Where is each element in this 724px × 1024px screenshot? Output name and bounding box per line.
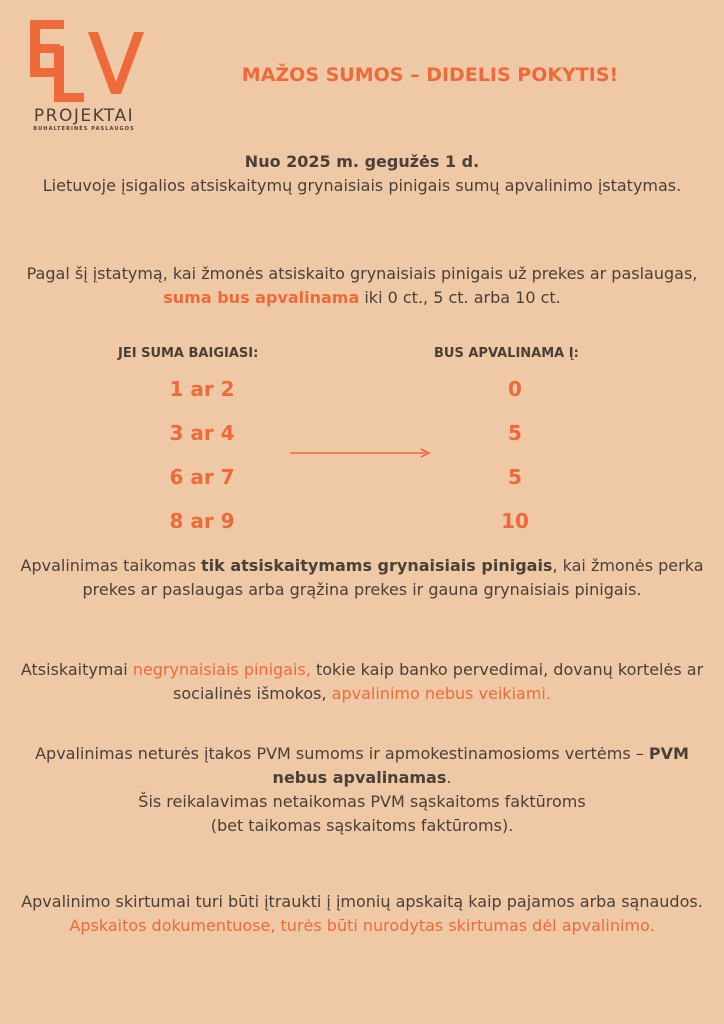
rounding-to-cell: 0 [508, 377, 522, 401]
vat-line-1 [20, 742, 704, 790]
noncash-paragraph [20, 658, 704, 706]
vat-text-after: . [446, 768, 452, 787]
scope-bold: tik atsiskaitymams grynaisiais pinigais [201, 556, 553, 575]
company-logo [24, 16, 144, 132]
rounding-to-cell: 5 [508, 421, 522, 445]
intro-paragraph [20, 150, 704, 198]
law-highlight: suma bus apvalinama [163, 288, 360, 307]
rounding-from-cell: 1 ar 2 [169, 377, 235, 401]
noncash-highlight-1: negrynaisiais pinigais, [132, 660, 311, 679]
scope-text-after: , kai žmonės perka prekes ar paslaugas arba grąžina prekes ir gauna grynaisiais pinigais. [82, 556, 704, 599]
rounding-from-cell: 8 ar 9 [169, 509, 235, 533]
vat-paragraph [20, 742, 704, 838]
page-title: MAŽOS SUMOS – DIDELIS POKYTIS! [241, 64, 619, 86]
noncash-text-before: Atsiskaitymai [20, 660, 128, 679]
vat-text-before: Apvalinimas neturės įtakos PVM sumoms ir apmokestinamosioms vertėms – [35, 744, 644, 763]
rounding-to-cell: 5 [508, 465, 522, 489]
intro-date: Nuo 2025 m. gegužės 1 d. [244, 152, 480, 171]
noncash-text-middle: tokie kaip banko pervedimai, dovanų kortelės ar socialinės išmokos, [173, 660, 704, 703]
law-text-before: Pagal šį įstatymą, kai žmonės atsiskaito grynaisiais pinigais už prekes ar paslaugas, [26, 264, 698, 283]
rounding-from-cell: 6 ar 7 [169, 465, 235, 489]
law-text-after: iki 0 ct., 5 ct. arba 10 ct. [364, 288, 561, 307]
arrow-right-icon [290, 446, 432, 460]
vat-bold: PVM nebus apvalinamas [272, 744, 689, 787]
vat-line-2: Šis reikalavimas netaikomas PVM sąskaitoms faktūroms [138, 792, 586, 811]
law-paragraph [20, 262, 704, 310]
vat-line-3: (bet taikomas sąskaitoms faktūroms). [210, 816, 514, 835]
rounding-from-cell: 3 ar 4 [169, 421, 235, 445]
brand-name: PROJEKTAI [33, 106, 135, 126]
noncash-highlight-2: apvalinimo nebus veikiami. [331, 684, 551, 703]
accounting-text: Apvalinimo skirtumai turi būti įtraukti į įmonių apskaitą kaip pajamos arba sąnaudos. [21, 892, 703, 911]
brand-subtitle: BUHALTERINĖS PASLAUGOS [33, 126, 135, 132]
scope-text-before: Apvalinimas taikomas [20, 556, 196, 575]
scope-paragraph [20, 554, 704, 602]
table-right-header: BUS APVALINAMA Į: [434, 346, 579, 361]
elv-logo-mark [24, 16, 144, 106]
intro-text: Lietuvoje įsigalios atsiskaitymų grynaisiais pinigais sumų apvalinimo įstatymas. [42, 176, 682, 195]
rounding-to-cell: 10 [501, 509, 529, 533]
accounting-paragraph [20, 890, 704, 938]
table-left-header: JEI SUMA BAIGIASI: [118, 346, 259, 361]
accounting-highlight: Apskaitos dokumentuose, turės būti nurodytas skirtumas dėl apvalinimo. [69, 916, 655, 935]
